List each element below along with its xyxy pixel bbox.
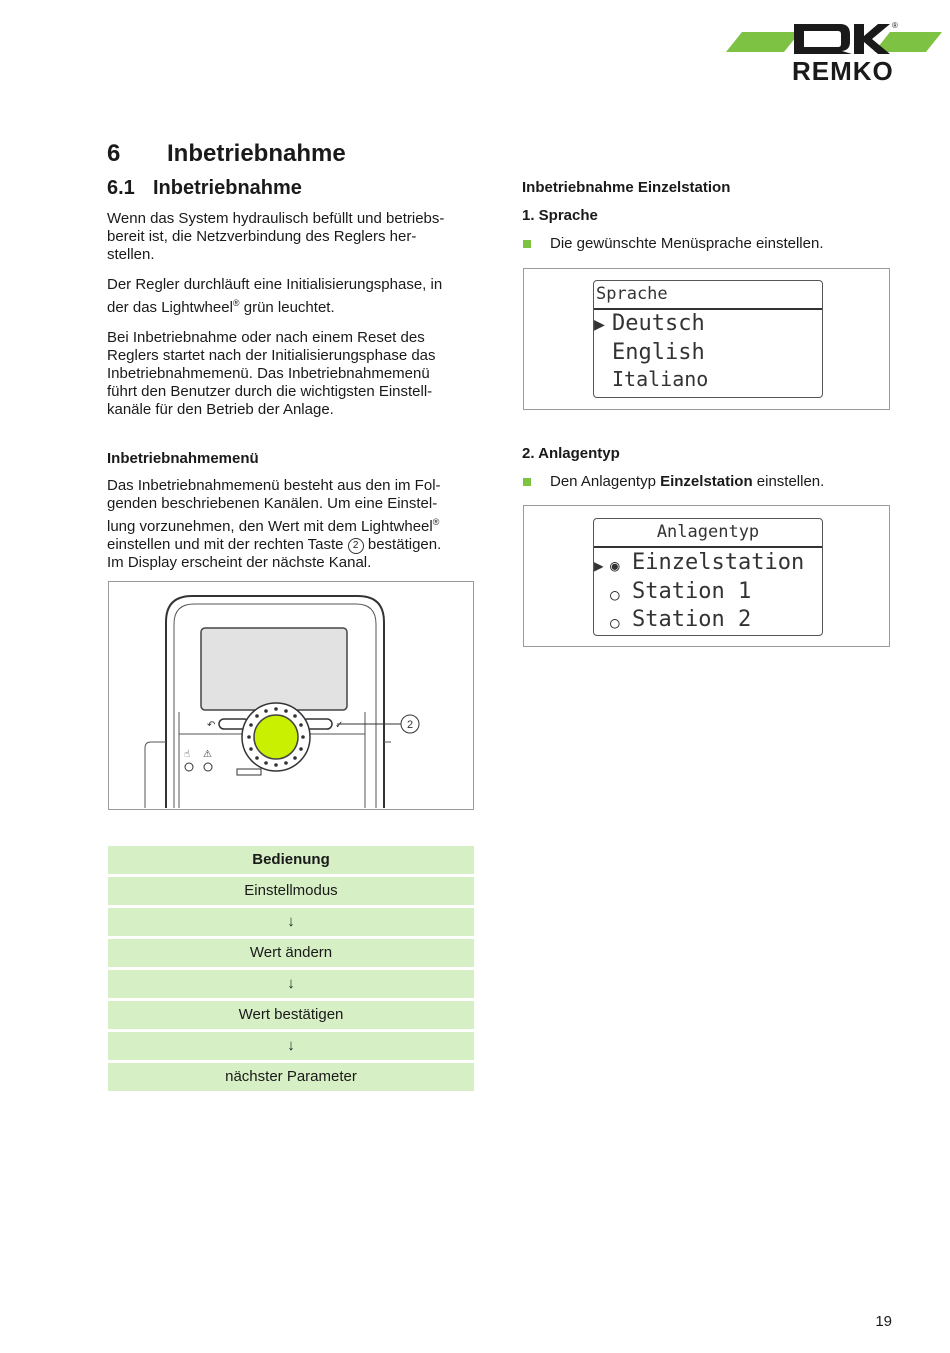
chapter-heading bbox=[107, 140, 346, 168]
controller-figure bbox=[108, 581, 474, 810]
registered-mark: ® bbox=[892, 21, 898, 30]
warning-icon: ⚠ bbox=[203, 749, 212, 760]
radio-empty-icon: ○ bbox=[610, 613, 620, 632]
sd-card-slot bbox=[237, 769, 261, 775]
line: bestätigen. bbox=[363, 536, 442, 553]
registered-mark: ® bbox=[432, 517, 440, 527]
line: lung vorzunehmen, den Wert mit dem Lightwheel bbox=[107, 518, 433, 535]
line: Reglers startet nach der Initialisierungsphase das bbox=[107, 347, 436, 364]
intro-text bbox=[107, 210, 477, 431]
line: einstellen und mit der rechten Taste bbox=[107, 536, 348, 553]
line: bereit ist, die Netzverbindung des Reglers her- bbox=[107, 228, 417, 245]
step-1-title: 1. Sprache bbox=[522, 207, 598, 224]
selection-arrow-icon: ▶ bbox=[594, 556, 604, 575]
right-heading bbox=[522, 179, 892, 196]
back-arrow-icon: ↶ bbox=[207, 720, 216, 731]
callout-2-label: 2 bbox=[406, 719, 414, 731]
line: Der Regler durchläuft eine Initialisierungsphase, in bbox=[107, 276, 443, 293]
registered-mark: ® bbox=[232, 298, 240, 308]
operation-flow-table bbox=[108, 846, 474, 1094]
paragraph-1 bbox=[107, 210, 477, 264]
menu-paragraph bbox=[107, 477, 477, 572]
line: Das Inbetriebnahmemenü besteht aus den im Fol- bbox=[107, 477, 441, 494]
check-icon: ✓ bbox=[335, 720, 344, 731]
line: stellen. bbox=[107, 246, 155, 263]
lcd-header bbox=[594, 519, 822, 548]
controller-display bbox=[201, 628, 347, 710]
lcd-option: Einzelstation bbox=[632, 550, 805, 575]
lcd-option: Deutsch bbox=[612, 311, 705, 336]
menu-section bbox=[107, 450, 477, 584]
lcd-title: Sprache bbox=[596, 284, 668, 304]
chapter-title: Inbetriebnahme bbox=[167, 140, 346, 167]
lcd-systemtype bbox=[593, 518, 823, 636]
flow-step: Einstellmodus bbox=[108, 877, 474, 905]
bullet-text: einstellen. bbox=[752, 473, 825, 490]
flow-arrow-icon: ↓ bbox=[108, 1032, 474, 1060]
line: führt den Benutzer durch die wichtigsten Einstell- bbox=[107, 383, 433, 400]
key-2-badge: 2 bbox=[348, 538, 364, 554]
manual-led bbox=[185, 763, 193, 771]
section-title: Inbetriebnahme bbox=[153, 177, 302, 199]
flow-arrow-icon: ↓ bbox=[108, 908, 474, 936]
lcd-option: Station 1 bbox=[632, 579, 752, 604]
line: Inbetriebnahmemenü. Das Inbetriebnahmemenü bbox=[107, 365, 430, 382]
step-2-title: 2. Anlagentyp bbox=[522, 445, 620, 462]
lcd-option: English bbox=[612, 340, 705, 365]
bullet-text-bold: Einzelstation bbox=[660, 473, 753, 490]
radio-empty-icon: ○ bbox=[610, 585, 620, 604]
hand-icon: ☝ bbox=[184, 749, 191, 760]
line: genden beschriebenen Kanälen. Um eine Einstel- bbox=[107, 495, 438, 512]
section-heading bbox=[107, 177, 302, 200]
section-number: 6.1 bbox=[107, 177, 135, 199]
flow-header: Bedienung bbox=[108, 846, 474, 874]
step-2-bullet bbox=[550, 473, 824, 491]
lcd-option: Station 2 bbox=[632, 607, 752, 632]
step-1-bullet bbox=[550, 235, 824, 253]
line: grün leuchtet. bbox=[239, 299, 335, 316]
line: der das Lightwheel bbox=[107, 299, 233, 316]
step-1 bbox=[522, 207, 892, 224]
bullet-square-icon bbox=[523, 240, 531, 248]
lcd-header bbox=[594, 281, 822, 310]
screen-language-figure bbox=[523, 268, 890, 410]
lightwheel[interactable] bbox=[254, 715, 298, 759]
paragraph-3 bbox=[107, 329, 477, 419]
bullet-text: Den Anlagentyp bbox=[550, 473, 661, 490]
paragraph-2 bbox=[107, 276, 477, 317]
flow-step: nächster Parameter bbox=[108, 1063, 474, 1091]
page-number: 19 bbox=[875, 1313, 892, 1330]
flow-step: Wert ändern bbox=[108, 939, 474, 967]
radio-selected-icon: ◉ bbox=[610, 556, 620, 575]
line: Im Display erscheint der nächste Kanal. bbox=[107, 554, 372, 571]
flow-arrow-icon: ↓ bbox=[108, 970, 474, 998]
line: Bei Inbetriebnahme oder nach einem Reset des bbox=[107, 329, 425, 346]
remko-logo bbox=[722, 18, 950, 88]
logo-brand-text: REMKO bbox=[792, 56, 894, 86]
lcd-option: Italiano bbox=[612, 367, 709, 391]
einzelstation-heading: Inbetriebnahme Einzelstation bbox=[522, 179, 731, 196]
flow-step: Wert bestätigen bbox=[108, 1001, 474, 1029]
bullet-square-icon bbox=[523, 478, 531, 486]
menu-heading: Inbetriebnahmemenü bbox=[107, 450, 259, 467]
line: kanäle für den Betrieb der Anlage. bbox=[107, 401, 334, 418]
line: Wenn das System hydraulisch befüllt und betriebs- bbox=[107, 210, 445, 227]
lcd-language bbox=[593, 280, 823, 398]
lcd-title: Anlagentyp bbox=[656, 522, 760, 542]
error-led bbox=[204, 763, 212, 771]
bullet-text: Die gewünschte Menüsprache einstellen. bbox=[550, 235, 824, 252]
selection-arrow-icon: ▶ bbox=[594, 314, 605, 335]
chapter-number: 6 bbox=[107, 140, 121, 167]
screen-systemtype-figure bbox=[523, 505, 890, 647]
step-2 bbox=[522, 445, 892, 462]
